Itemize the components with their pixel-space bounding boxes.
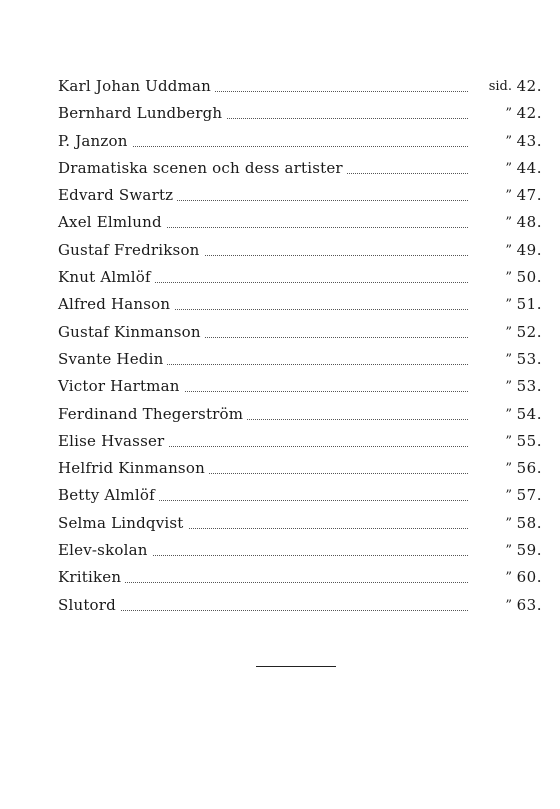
toc-entry xyxy=(58,401,542,428)
toc-entry-page-prefix: ” xyxy=(505,597,512,613)
toc-entry-page-number: 42. xyxy=(516,77,542,95)
toc-entry xyxy=(58,592,542,619)
toc-entry-title: Dramatiska scenen och dess artister xyxy=(58,155,347,182)
table-of-contents xyxy=(58,73,542,619)
toc-entry-page-prefix: ” xyxy=(505,215,512,231)
toc-entry-page-number: 47. xyxy=(516,186,542,205)
toc-entry-page-number: 54. xyxy=(516,404,542,423)
toc-entry-page-prefix: ” xyxy=(505,543,512,559)
toc-entry-title: Elise Hvasser xyxy=(58,428,168,455)
toc-entry-title: Selma Lindqvist xyxy=(58,510,188,537)
toc-entry-title: Edvard Swartz xyxy=(58,182,177,209)
toc-entry-title: Slutord xyxy=(58,592,120,619)
toc-entry-page-prefix: ” xyxy=(505,433,512,449)
toc-entry xyxy=(58,537,542,564)
toc-entry-title: Helfrid Kinmanson xyxy=(58,455,209,482)
toc-entry-page-prefix: ” xyxy=(505,160,512,176)
toc-entry-page-prefix: ” xyxy=(505,379,512,395)
toc-entry-title: Alfred Hanson xyxy=(58,291,174,318)
toc-entry xyxy=(58,100,542,127)
toc-entry-page-number: 57. xyxy=(516,486,542,505)
toc-entry-page-number: 55. xyxy=(516,431,542,450)
toc-entry-page-prefix: ” xyxy=(505,324,512,340)
toc-entry-title: Axel Elmlund xyxy=(58,209,166,236)
toc-entry-page-prefix: ” xyxy=(505,133,512,149)
toc-entry-title: Elev-skolan xyxy=(58,537,152,564)
toc-entry-page-number: 49. xyxy=(516,240,542,259)
toc-entry xyxy=(58,182,542,209)
toc-entry-page-number: 42. xyxy=(516,104,542,123)
toc-entry-page-prefix: ” xyxy=(505,351,512,367)
toc-entry-page-number: 43. xyxy=(516,131,542,150)
toc-entry-page-number: 56. xyxy=(516,459,542,478)
toc-entry-title: Betty Almlöf xyxy=(58,482,159,509)
toc-entry-page-number: 58. xyxy=(516,513,542,532)
toc-entry-page-number: 44. xyxy=(516,158,542,177)
toc-entry xyxy=(58,346,542,373)
toc-entry-page-prefix: ” xyxy=(505,488,512,504)
toc-entry-page-number: 59. xyxy=(516,541,542,560)
toc-entry xyxy=(58,482,542,509)
toc-entry xyxy=(58,455,542,482)
toc-entry-title: Gustaf Fredrikson xyxy=(58,237,204,264)
toc-entry xyxy=(58,209,542,236)
closing-rule xyxy=(256,666,336,667)
toc-entry-page-prefix: ” xyxy=(505,188,512,204)
toc-entry-title: Victor Hartman xyxy=(58,373,184,400)
toc-entry-page-number: 51. xyxy=(516,295,542,314)
toc-entry-page-number: 60. xyxy=(516,568,542,587)
toc-entry-title: Kritiken xyxy=(58,564,125,591)
toc-entry-page-prefix: ” xyxy=(505,297,512,313)
toc-entry-title: Bernhard Lundbergh xyxy=(58,100,226,127)
toc-entry xyxy=(58,264,542,291)
toc-entry-title: Ferdinand Thegerström xyxy=(58,401,247,428)
toc-entry-page-prefix: ” xyxy=(505,406,512,422)
toc-entry-page-prefix: ” xyxy=(505,461,512,477)
toc-entry xyxy=(58,319,542,346)
toc-entry xyxy=(58,73,542,100)
toc-entry-page-prefix: ” xyxy=(505,242,512,258)
toc-entry-page-number: 63. xyxy=(516,595,542,614)
toc-entry-title: Knut Almlöf xyxy=(58,264,155,291)
toc-entry-page-prefix: ” xyxy=(505,106,512,122)
toc-entry-page-number: 50. xyxy=(516,268,542,287)
toc-entry-page-prefix: ” xyxy=(505,270,512,286)
toc-entry-title: Svante Hedin xyxy=(58,346,167,373)
toc-entry-page-prefix: sid. xyxy=(488,79,512,94)
toc-entry xyxy=(58,291,542,318)
toc-entry xyxy=(58,128,542,155)
toc-entry xyxy=(58,510,542,537)
toc-entry xyxy=(58,564,542,591)
toc-entry-title: Gustaf Kinmanson xyxy=(58,319,205,346)
toc-entry-page-number: 53. xyxy=(516,377,542,396)
toc-entry xyxy=(58,428,542,455)
toc-entry-page-number: 52. xyxy=(516,322,542,341)
toc-entry-page-number: 53. xyxy=(516,349,542,368)
toc-entry xyxy=(58,237,542,264)
toc-entry xyxy=(58,373,542,400)
toc-entry-title: Karl Johan Uddman xyxy=(58,73,215,100)
toc-entry xyxy=(58,155,542,182)
toc-entry-page-number: 48. xyxy=(516,213,542,232)
toc-entry-title: P. Janzon xyxy=(58,128,132,155)
toc-entry-page-prefix: ” xyxy=(505,570,512,586)
toc-entry-page-prefix: ” xyxy=(505,515,512,531)
